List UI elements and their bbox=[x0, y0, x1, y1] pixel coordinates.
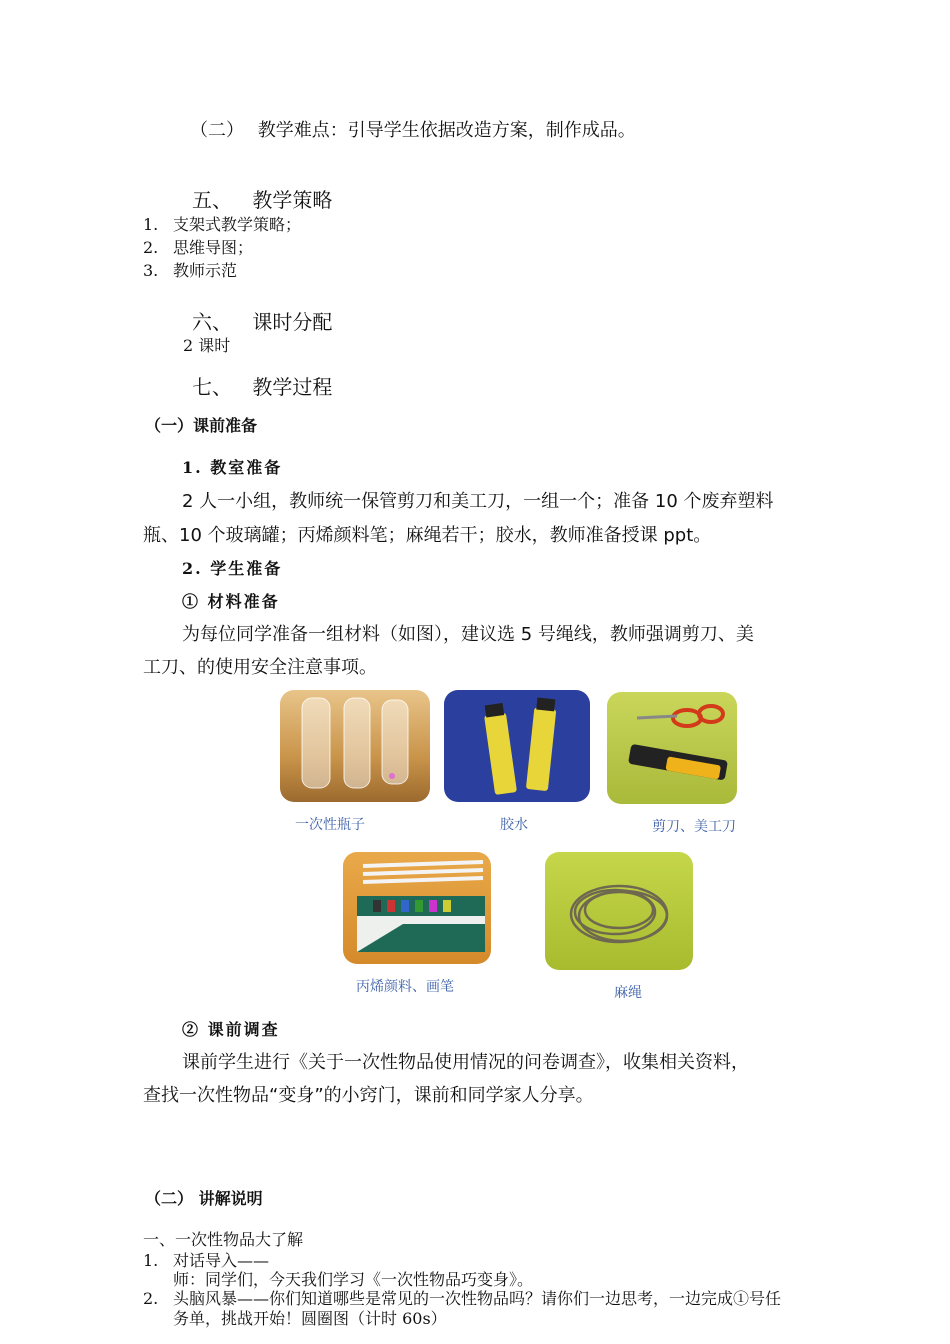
caption-tools: 剪刀、美工刀 bbox=[652, 819, 736, 835]
section6-heading bbox=[192, 306, 332, 335]
survey-heading: ② 课前调查 bbox=[182, 1020, 280, 1039]
explain-item: 2. 头脑风暴——你们知道哪些是常见的一次性物品吗？请你们一边思考，一边完成①号任 bbox=[143, 1289, 782, 1308]
paint-illustration bbox=[343, 852, 491, 964]
section7-num: 七、 bbox=[192, 375, 232, 399]
paint-photo bbox=[343, 852, 491, 964]
section7-heading bbox=[192, 371, 332, 400]
section5-title: 教学策略 bbox=[252, 188, 333, 212]
strategy-item: 2. 思维导图； bbox=[143, 238, 254, 257]
strategy-item: 1. 支架式教学策略； bbox=[143, 215, 302, 234]
classroom-line1: 2 人一小组，教师统一保管剪刀和美工刀，一组一个；准备 10 个废弃塑料 bbox=[182, 491, 774, 512]
caption-bottles: 一次性瓶子 bbox=[295, 817, 365, 833]
materials-line2: 工刀、的使用安全注意事项。 bbox=[143, 657, 377, 678]
glue-illustration bbox=[444, 690, 590, 802]
survey-line1: 课前学生进行《关于一次性物品使用情况的问卷调查》，收集相关资料， bbox=[182, 1052, 749, 1073]
section5-num: 五、 bbox=[192, 188, 232, 212]
difficulty-line bbox=[190, 116, 636, 142]
explain-item-line2: 务单，挑战开始！圆圈图（计时 60s） bbox=[173, 1309, 447, 1328]
classroom-line2: 瓶、10 个玻璃罐；丙烯颜料笔；麻绳若干；胶水，教师准备授课 ppt。 bbox=[143, 525, 712, 546]
rope-photo bbox=[545, 852, 693, 970]
tools-photo bbox=[607, 692, 737, 804]
class-hours: 2 课时 bbox=[183, 336, 231, 355]
prep-heading: （一）课前准备 bbox=[145, 416, 258, 435]
bottles-illustration bbox=[280, 690, 430, 802]
survey-line2: 查找一次性物品“变身”的小窍门，课前和同学家人分享。 bbox=[143, 1085, 594, 1106]
section6-num: 六、 bbox=[192, 310, 232, 334]
section7-title: 教学过程 bbox=[252, 375, 333, 399]
explain-heading: （二） 讲解说明 bbox=[145, 1189, 263, 1208]
glue-photo bbox=[444, 690, 590, 802]
explain-sub: 一、一次性物品大了解 bbox=[143, 1230, 304, 1249]
section6-title: 课时分配 bbox=[252, 310, 333, 334]
tools-illustration bbox=[607, 692, 737, 804]
caption-rope: 麻绳 bbox=[614, 985, 642, 1001]
caption-paint: 丙烯颜料、画笔 bbox=[356, 979, 454, 995]
section5-heading bbox=[192, 184, 332, 213]
difficulty-marker: （二） bbox=[190, 120, 244, 141]
student-heading: 2. 学生准备 bbox=[182, 559, 283, 578]
materials-heading: ① 材料准备 bbox=[182, 592, 280, 611]
explain-item: 1. 对话导入—— bbox=[143, 1251, 270, 1270]
classroom-heading: 1. 教室准备 bbox=[182, 458, 283, 477]
difficulty-text: 引导学生依据改造方案，制作成品。 bbox=[347, 120, 636, 141]
strategy-item: 3. 教师示范 bbox=[143, 261, 238, 280]
caption-glue: 胶水 bbox=[500, 817, 528, 833]
rope-illustration bbox=[545, 852, 693, 970]
explain-item-line2: 师：同学们，今天我们学习《一次性物品巧变身》。 bbox=[173, 1270, 534, 1289]
bottles-photo bbox=[280, 690, 430, 802]
materials-line1: 为每位同学准备一组材料（如图），建议选 5 号绳线，教师强调剪刀、美 bbox=[182, 624, 754, 645]
difficulty-label: 教学难点： bbox=[257, 120, 348, 141]
